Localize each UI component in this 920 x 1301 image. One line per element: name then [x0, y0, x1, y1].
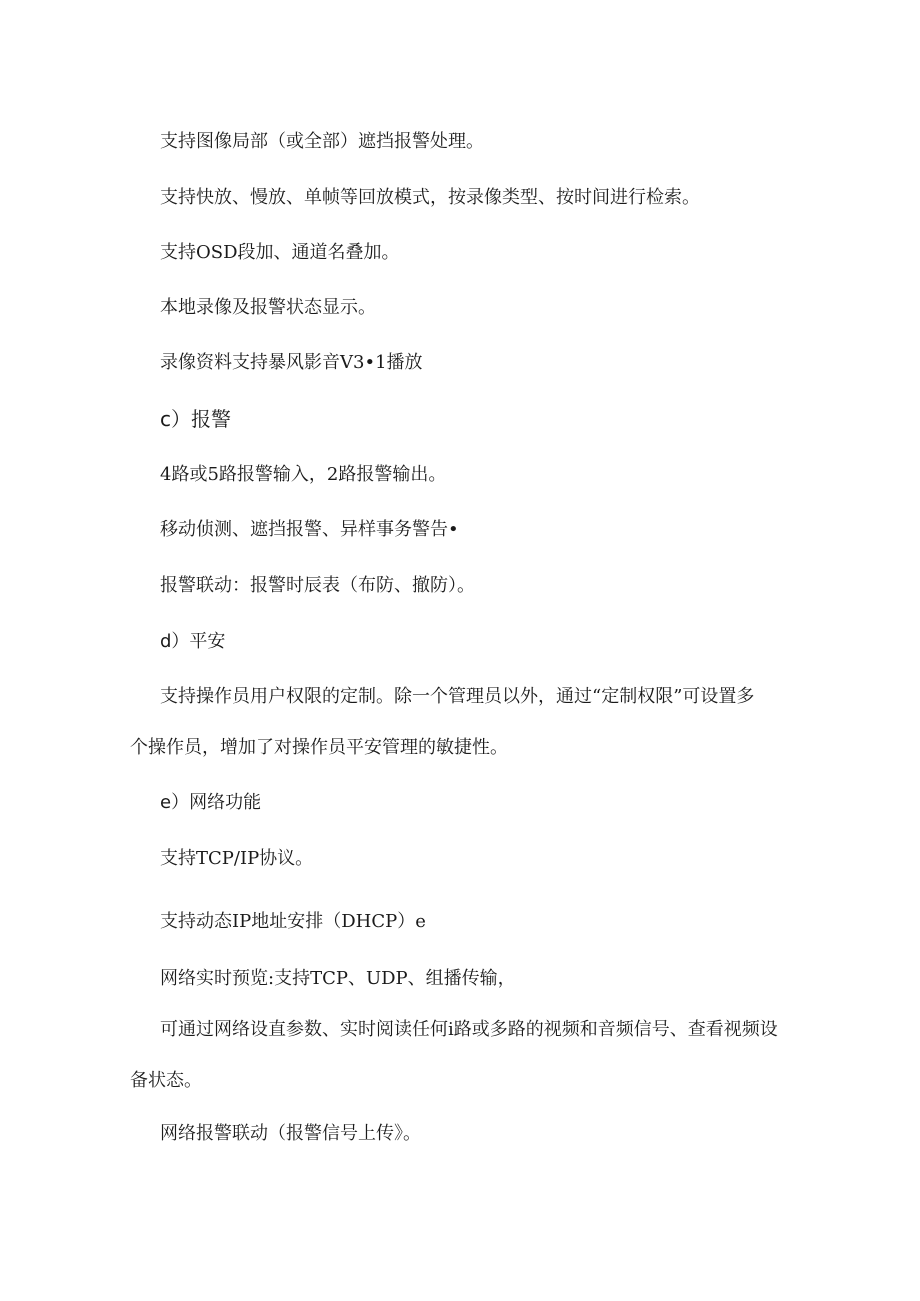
list-item: 移动侦测、遮挡报警、异样事务警告• — [160, 519, 459, 540]
list-item: 支持快放、慢放、单帧等回放模式，按录像类型、按时间进行检索。 — [160, 187, 700, 208]
paragraph-line: 支持操作员用户权限的定制。除一个管理员以外，通过“定制权限”可设置多 — [160, 686, 755, 707]
list-item: 支持图像局部（或全部）遮挡报警处理。 — [160, 131, 484, 152]
list-item: 网络报警联动（报警信号上传》。 — [160, 1123, 421, 1144]
section-heading: e）网络功能 — [160, 792, 262, 813]
list-item: 报警联动：报警时辰表（布防、撤防）。 — [160, 575, 475, 596]
list-item: 支持OSD段加、通道名叠加。 — [160, 242, 400, 263]
list-item: 4路或5路报警输入，2路报警输出。 — [160, 464, 447, 485]
list-item: 网络实时预览:支持TCP、UDP、组播传输， — [160, 968, 516, 989]
paragraph-line: 备状态。 — [130, 1070, 202, 1091]
list-item: 本地录像及报警状态显示。 — [160, 297, 376, 318]
section-heading: d）平安 — [160, 631, 226, 652]
paragraph-line: 个操作员，增加了对操作员平安管理的敏捷性。 — [130, 737, 508, 758]
list-item: 录像资料支持暴风影音V3•1播放 — [160, 352, 423, 373]
list-item: 支持动态IP地址安排（DHCP）e — [160, 911, 426, 932]
paragraph-line: 可通过网络设直参数、实时阅读任何i路或多路的视频和音频信号、查看视频设 — [160, 1019, 778, 1040]
list-item: 支持TCP/IP协议。 — [160, 848, 314, 869]
section-heading: c）报警 — [160, 407, 231, 431]
